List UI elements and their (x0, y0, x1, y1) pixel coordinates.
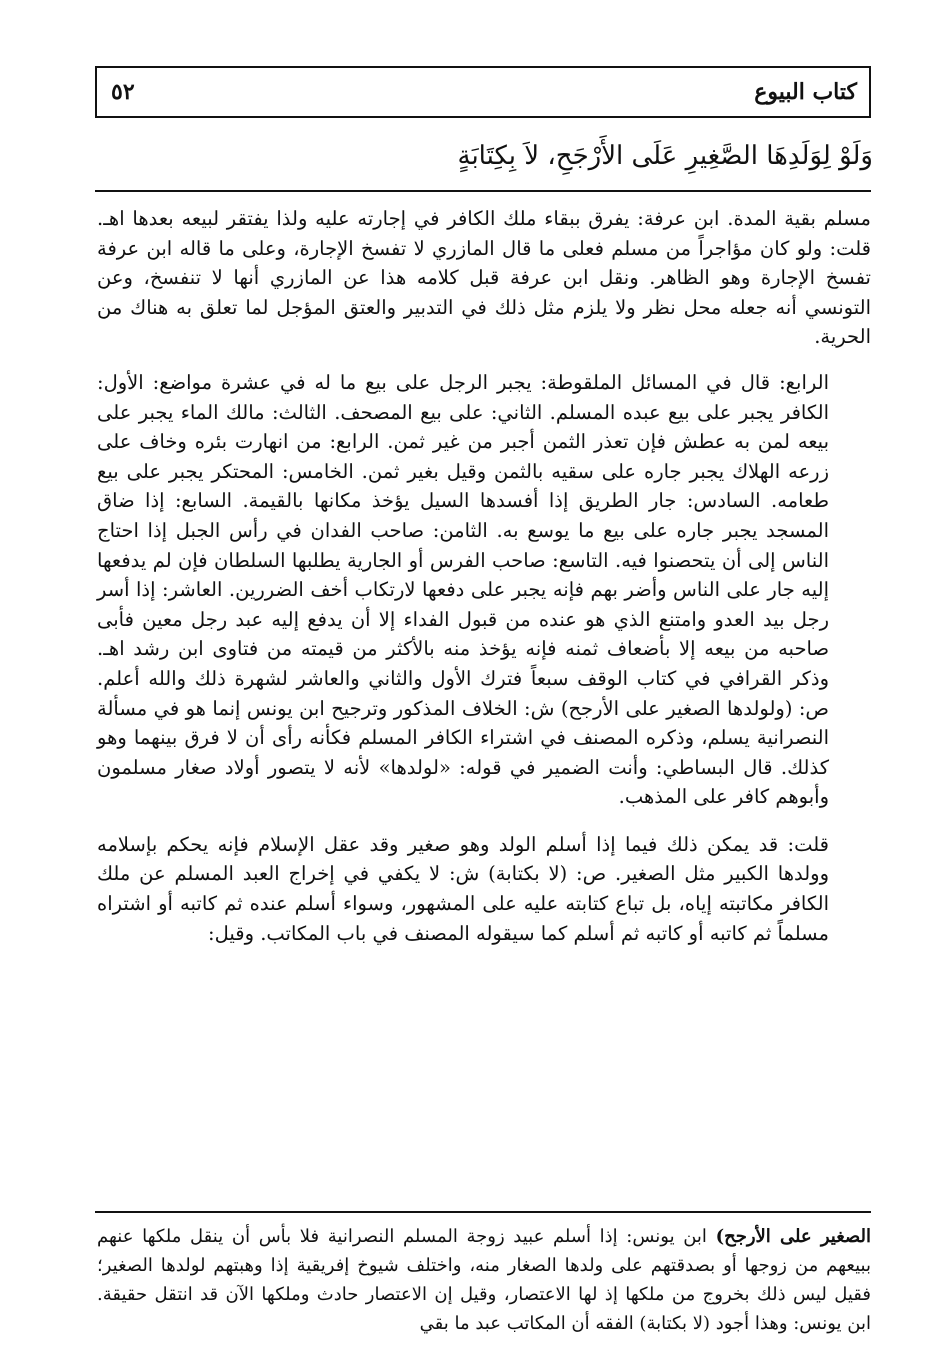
footnote-paragraph (97, 1222, 871, 1338)
matn-text: وَلَوْ لِوَلَدِهَا الصَّغِيرِ عَلَى الأَرْجَحِ، لاَ بِكِتَابَةٍ (457, 141, 873, 171)
commentary-block (97, 204, 871, 948)
footnote-text: ابن يونس: إذا أسلم عبيد زوجة المسلم النصرانية فلا بأس أن ينقل ملكها عنهم ببيعهم من زوجها أو بصدقتهم على ولدها الصغار منه، واختلف شيوخ إفريقية إذا وهبتهم لولدها الصغير؛ فقيل ليس ذلك بخروج من ملكها إذ لها الاعتصار، وقيل إن الاعتصار حادث وملكها الآن قد انتقل حقيقة. ابن يونس: وهذا أجود (لا بكتابة) الفقه أن المكاتب عبد ما بقي (97, 1226, 871, 1334)
book-title: كتاب البيوع (754, 79, 857, 105)
top-divider (95, 190, 871, 192)
commentary-paragraph-1: مسلم بقية المدة. ابن عرفة: يفرق ببقاء ملك الكافر في إجارته عليه ولذا يفتقر لبيعه بعدها اهـ. قلت: ولو كان مؤاجراً من مسلم فعلى ما قال المازري لا تفسخ الإجارة، وعلى ما قاله ابن عرفة تفسخ الإجارة وهو الظاهر. ونقل ابن عرفة قبل كلامه هذا عن المازري أنها لا تنفسخ، وعن التونسي أنه جعله محل نظر ولا يلزم مثل ذلك في التدبير والعتق المؤجل لما تعلق به هناك من الحرية. (97, 207, 872, 349)
footnote-divider (95, 1211, 871, 1213)
commentary-paragraph-3: قلت: قد يمكن ذلك فيما إذا أسلم الولد وهو صغير وقد عقل الإسلام فإنه يحكم بإسلامه وولدها الكبير مثل الصغير. ص: (لا بكتابة) ش: لا يكفي في إخراج العبد المسلم عن ملك الكافر مكاتبته إياه، بل تباع كتابته عليه على المشهور، وسواء أسلم عنده ثم كاتبه أو اشتراه مسلماً ثم كاتبه أو كاتبه ثم أسلم كما سيقوله المصنف في باب المكاتب. وقيل: (97, 832, 829, 945)
footnote-block (97, 1222, 871, 1338)
page-number: ٥٢ (111, 79, 135, 105)
commentary-paragraph-2: الرابع: قال في المسائل الملقوطة: يجبر الرجل على بيع ما له في عشرة مواضع: الأول: الكافر يجبر على بيع عبده المسلم. الثاني: على بيع المصحف. الثالث: مالك الماء يجبر على بيعه لمن به عطش فإن تعذر الثمن أجبر من غير ثمن. الرابع: من انهارت بئره وخاف على زرعه الهلاك يجبر جاره على سقيه بالثمن وقيل بغير ثمن. الخامس: المحتكر يجبر على بيع طعامه. السادس: جار الطريق إذا أفسدها السيل يؤخذ مكانها بالقيمة. السابع: إذا ضاق المسجد يجبر جاره على بيع ما يوسع به. الثامن: صاحب الفدان في رأس الجبل إذا احتاج الناس إلى أن يتحصنوا فيه. التاسع: صاحب الفرس أو الجارية يطلبها السلطان فإن لم يدفعها إليه جار على الناس وأضر بهم فإنه يجبر على دفعها لارتكاب أخف الضررين. العاشر: إذا أسر رجل بيد العدو وامتنع الذي هو عنده من قبول الفداء إلا أن يدفع إليه عبد رجل معين فأبى صاحبه من بيعه إلا بأضعاف ثمنه فإنه يؤخذ منه بالأكثر من قيمته من فتاوى ابن رشد اهـ. وذكر القرافي في كتاب الوقف سبعاً فترك الأول والثاني والعاشر لشهرة ذلك والله أعلم. ص: (ولولدها الصغير على الأرجح) ش: الخلاف المذكور وترجيح ابن يونس إنما هو في مسألة النصرانية يسلم، وذكره المصنف في اشتراء الكافر المسلم فكأنه رأى أن لا فرق بينهما وهو كذلك. قال البساطي: وأنت الضمير في قوله: «لولدها» لأنه لا يتصور أولاد صغار مسلمون وأبوهم كافر على المذهب. (97, 370, 829, 809)
footnote-lead: الصغير على الأرجح) (715, 1226, 871, 1247)
running-header (95, 66, 871, 118)
